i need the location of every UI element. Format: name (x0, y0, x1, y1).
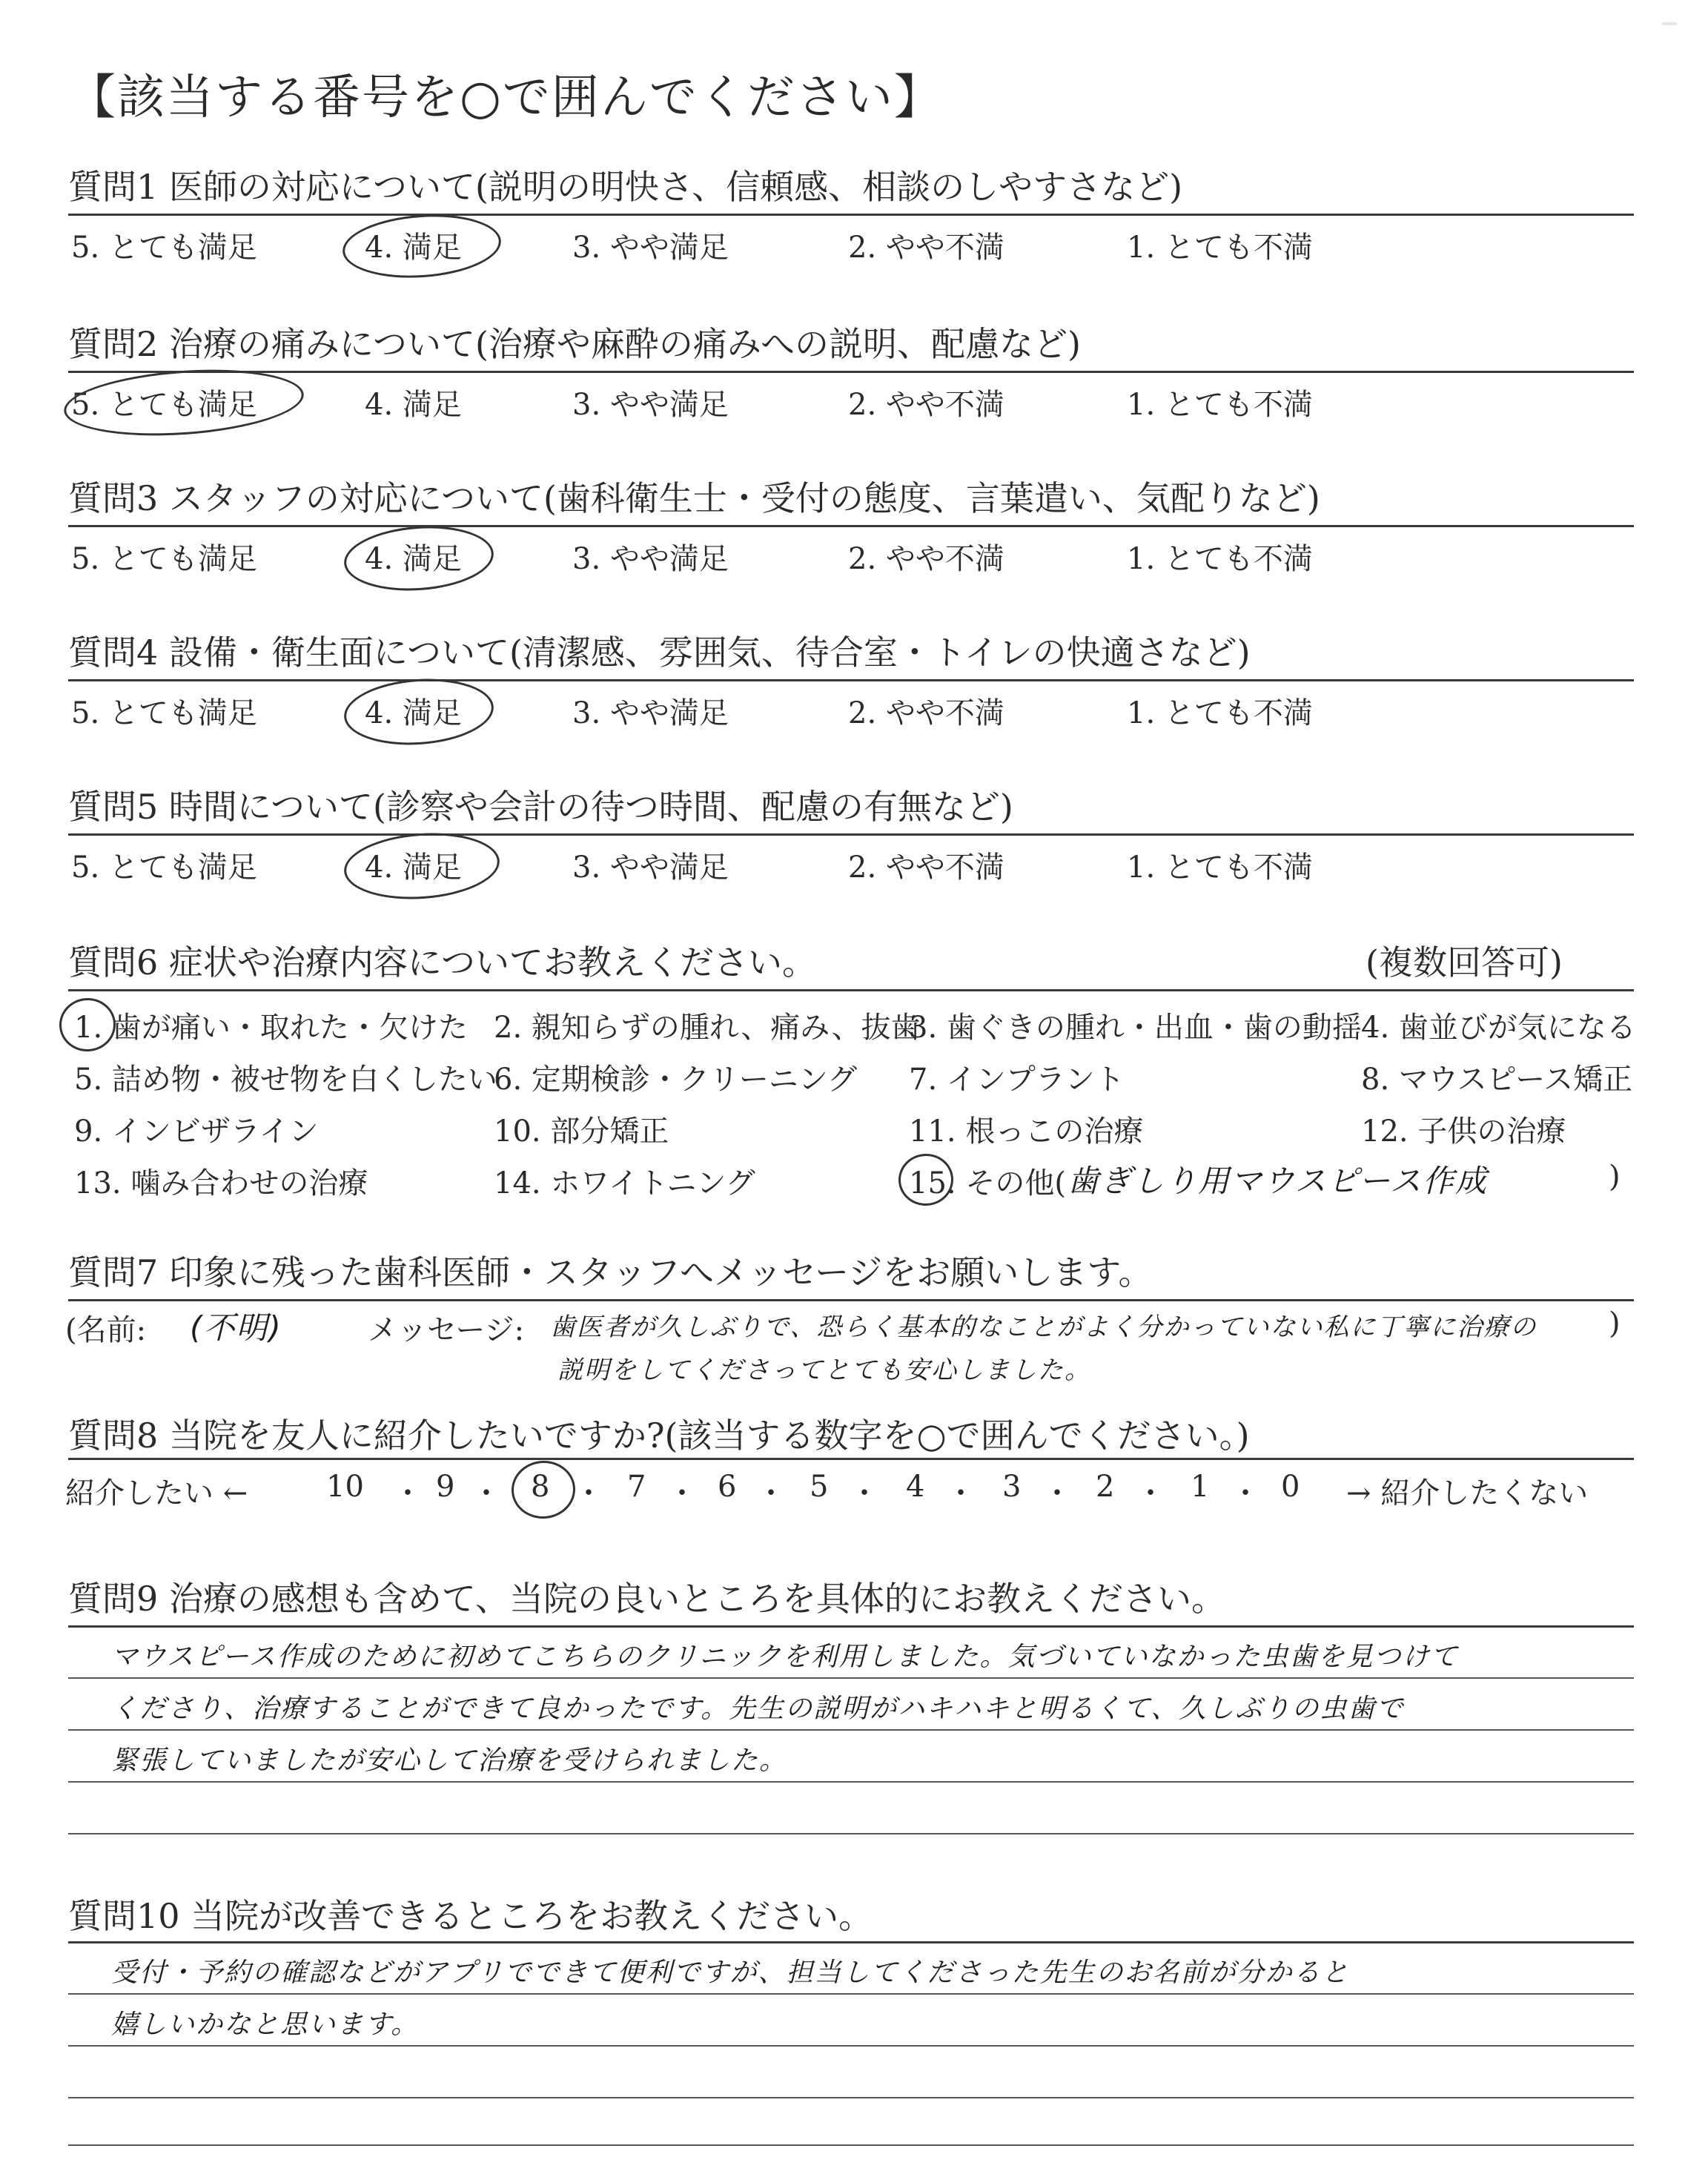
q3-option-3[interactable]: 3. やや満足 (572, 542, 729, 576)
q9-answer-line-3 (68, 1781, 1634, 1783)
q5-option-4[interactable]: 4. 満足 (365, 851, 462, 885)
q4-selected-circle (342, 674, 496, 750)
q8-separator: ・ (756, 1476, 786, 1510)
q1-option-5[interactable]: 5. とても満足 (71, 231, 257, 265)
page-title: 【該当する番号を○で囲んでください】 (68, 70, 943, 125)
q8-selected-circle (509, 1459, 577, 1521)
question-8-rule (68, 1458, 1634, 1460)
q9-answer-line-2 (68, 1729, 1634, 1731)
question-10-label: 質問10 当院が改善できるところをお教えください。 (68, 1896, 873, 1936)
q3-option-4[interactable]: 4. 満足 (365, 542, 462, 576)
q2-option-5[interactable]: 5. とても満足 (71, 388, 257, 422)
q8-scale-8[interactable]: 8 (531, 1470, 550, 1504)
q8-scale-7[interactable]: 7 (627, 1470, 646, 1504)
q8-right-label: → 紹介したくない (1346, 1476, 1589, 1510)
question-1-rule (68, 214, 1634, 216)
q8-separator: ・ (1136, 1476, 1165, 1510)
question-5-rule (68, 833, 1634, 836)
q10-answer-line-2 (68, 2045, 1634, 2047)
q3-option-1[interactable]: 1. とても不満 (1127, 542, 1313, 576)
q6-option-12[interactable]: 12. 子供の治療 (1361, 1114, 1566, 1149)
q5-option-5[interactable]: 5. とても満足 (71, 851, 257, 885)
q6-option-5[interactable]: 5. 詰め物・被せ物を白くしたい (74, 1063, 497, 1097)
q6-option-2[interactable]: 2. 親知らずの腫れ、痛み、抜歯 (494, 1011, 921, 1045)
q7-name-label: (名前: (65, 1313, 147, 1347)
question-6-note: (複数回答可) (1366, 942, 1563, 982)
question-4-label: 質問4 設備・衛生面について(清潔感、雰囲気、待合室・トイレの快適さなど) (68, 633, 1251, 673)
q2-option-1[interactable]: 1. とても不満 (1127, 388, 1313, 422)
q5-option-1[interactable]: 1. とても不満 (1127, 851, 1313, 885)
q2-option-2[interactable]: 2. やや不満 (848, 388, 1004, 422)
q8-separator: ・ (393, 1476, 423, 1510)
q8-separator: ・ (574, 1476, 603, 1510)
q7-name-value: (不明) (190, 1309, 282, 1346)
q5-option-2[interactable]: 2. やや不満 (848, 851, 1004, 885)
q10-answer-text-2: 嬉しいかなと思います。 (111, 2009, 420, 2040)
q8-separator: ・ (1231, 1476, 1260, 1510)
question-8-label: 質問8 当院を友人に紹介したいですか?(該当する数字を○で囲んでください。) (68, 1416, 1250, 1456)
q4-option-4[interactable]: 4. 満足 (365, 696, 462, 730)
q1-option-4[interactable]: 4. 満足 (365, 231, 462, 265)
q8-separator: ・ (850, 1476, 879, 1510)
question-5-label: 質問5 時間について(診察や会計の待つ時間、配慮の有無など) (68, 787, 1013, 827)
question-6-label: 質問6 症状や治療内容についてお教えください。 (68, 942, 816, 982)
q6-option-8[interactable]: 8. マウスピース矯正 (1361, 1063, 1633, 1097)
q4-option-3[interactable]: 3. やや満足 (572, 696, 729, 730)
q7-message-close-paren: ) (1609, 1307, 1621, 1341)
q8-scale-1[interactable]: 1 (1191, 1470, 1210, 1504)
q8-scale-4[interactable]: 4 (906, 1470, 925, 1504)
q10-answer-line-1 (68, 1993, 1634, 1995)
q4-option-2[interactable]: 2. やや不満 (848, 696, 1004, 730)
q5-selected-circle (342, 828, 502, 904)
q6-option-11[interactable]: 11. 根っこの治療 (909, 1114, 1144, 1149)
q9-answer-text-2: くださり、治療することができて良かったです。先生の説明がハキハキと明るくて、久しぶりの虫歯で (111, 1694, 1405, 1724)
question-2-rule (68, 371, 1634, 373)
q6-option-14[interactable]: 14. ホワイトニング (494, 1166, 755, 1200)
question-3-rule (68, 525, 1634, 527)
q3-selected-circle (342, 521, 496, 595)
q9-answer-text-1: マウスピース作成のために初めてこちらのクリニックを利用しました。気づいていなかった虫歯を見つけて (111, 1642, 1459, 1672)
q8-scale-2[interactable]: 2 (1096, 1470, 1115, 1504)
question-2-label: 質問2 治療の痛みについて(治療や麻酔の痛みへの説明、配慮など) (68, 324, 1081, 364)
q9-answer-text-3: 緊張していましたが安心して治療を受けられました。 (111, 1745, 788, 1776)
q6-other-close-paren: ) (1609, 1160, 1621, 1194)
q2-selected-circle (62, 363, 305, 443)
question-7-rule (68, 1299, 1634, 1301)
q6-option-1[interactable]: 1. 歯が痛い・取れた・欠けた (74, 1011, 468, 1045)
q1-option-2[interactable]: 2. やや不満 (848, 231, 1004, 265)
q8-scale-10[interactable]: 10 (326, 1470, 364, 1504)
q2-option-3[interactable]: 3. やや満足 (572, 388, 729, 422)
question-3-label: 質問3 スタッフの対応について(歯科衛生士・受付の態度、言葉遣い、気配りなど) (68, 478, 1320, 518)
q8-separator: ・ (667, 1476, 697, 1510)
q4-option-5[interactable]: 5. とても満足 (71, 696, 257, 730)
q7-message-line-1: 歯医者が久しぶりで、恐らく基本的なことがよく分かっていない私に丁寧に治療の (550, 1312, 1537, 1342)
question-9-label: 質問9 治療の感想も含めて、当院の良いところを具体的にお教えください。 (68, 1579, 1225, 1619)
q8-scale-9[interactable]: 9 (436, 1470, 455, 1504)
q6-option-9[interactable]: 9. インビザライン (74, 1114, 319, 1149)
question-10-rule (68, 1941, 1634, 1943)
q4-option-1[interactable]: 1. とても不満 (1127, 696, 1313, 730)
q6-option-13[interactable]: 13. 噛み合わせの治療 (74, 1166, 368, 1200)
q5-option-3[interactable]: 3. やや満足 (572, 851, 729, 885)
q8-separator: ・ (1042, 1476, 1072, 1510)
q9-answer-line-4 (68, 1833, 1634, 1834)
q3-option-5[interactable]: 5. とても満足 (71, 542, 257, 576)
question-7-label: 質問7 印象に残った歯科医師・スタッフへメッセージをお願いします。 (68, 1252, 1153, 1292)
q10-answer-line-4 (68, 2144, 1634, 2146)
q8-scale-5[interactable]: 5 (810, 1470, 829, 1504)
scan-speck (1662, 22, 1677, 25)
q7-message-line-2: 説明をしてくださってとても安心しました。 (557, 1355, 1091, 1385)
q6-option-4[interactable]: 4. 歯並びが気になる (1361, 1011, 1636, 1045)
q8-scale-3[interactable]: 3 (1002, 1470, 1022, 1504)
q10-answer-line-3 (68, 2097, 1634, 2098)
q6-option-15[interactable]: 15. その他( (909, 1166, 1066, 1200)
q1-option-1[interactable]: 1. とても不満 (1127, 231, 1313, 265)
q10-answer-text-1: 受付・予約の確認などがアプリでできて便利ですが、担当してくださった先生のお名前が分かると (111, 1958, 1350, 1988)
q8-scale-0[interactable]: 0 (1281, 1470, 1300, 1504)
q6-option-6[interactable]: 6. 定期検診・クリーニング (494, 1063, 858, 1097)
q2-option-4[interactable]: 4. 満足 (365, 388, 462, 422)
q7-message-label: メッセージ: (368, 1313, 525, 1347)
question-4-rule (68, 679, 1634, 681)
question-1-label: 質問1 医師の対応について(説明の明快さ、信頼感、相談のしやすさなど) (68, 167, 1183, 207)
question-9-rule (68, 1625, 1634, 1628)
q1-option-3[interactable]: 3. やや満足 (572, 231, 729, 265)
q6-other-text: 歯ぎしり用マウスピース作成 (1068, 1163, 1488, 1199)
q3-option-2[interactable]: 2. やや不満 (848, 542, 1004, 576)
q6-option-3[interactable]: 3. 歯ぐきの腫れ・出血・歯の動揺 (909, 1011, 1362, 1045)
q9-answer-line-1 (68, 1677, 1634, 1679)
question-6-rule (68, 989, 1634, 991)
q1-selected-circle (340, 210, 503, 283)
q8-left-label: 紹介したい ← (65, 1476, 248, 1510)
q8-separator: ・ (946, 1476, 976, 1510)
q6-option-7[interactable]: 7. インプラント (909, 1063, 1125, 1097)
q8-scale-6[interactable]: 6 (718, 1470, 737, 1504)
q6-option-10[interactable]: 10. 部分矯正 (494, 1114, 669, 1149)
q8-separator: ・ (471, 1476, 501, 1510)
